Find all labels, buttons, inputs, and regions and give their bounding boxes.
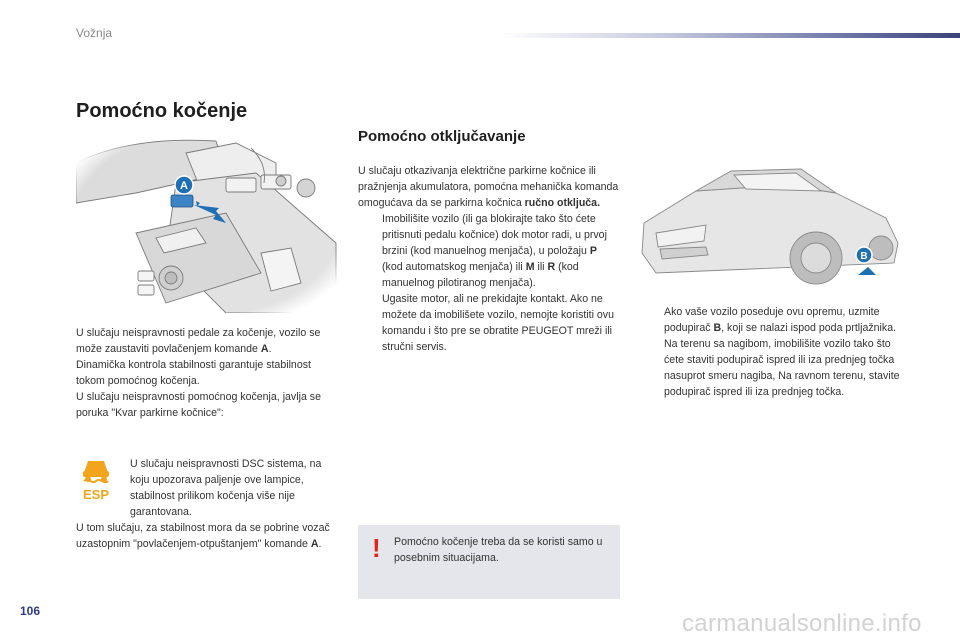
text: U slučaju otkazivanja električne parkirne kočnice ili pražnjenja akumulatora, pomoćna mehanička komanda omogućava da se parkirna kočnica	[358, 165, 619, 209]
bullet-item	[358, 211, 620, 291]
paragraph: Dinamička kontrola stabilnosti garantuje stabilnost tokom pomoćnog kočenja.	[76, 359, 311, 387]
callout-b: B	[860, 251, 868, 262]
bullet-item	[640, 304, 910, 336]
car-illustration	[636, 163, 906, 295]
parking-brake-illustration	[76, 133, 338, 313]
esp-label: ESP	[82, 487, 110, 501]
text: Ako vaše vozilo poseduje ovu opremu, uzmite podupirač	[664, 306, 880, 334]
key-label: R	[547, 261, 556, 273]
section-heading: Pomoćno otključavanje	[358, 128, 526, 145]
warning-icon: !	[372, 533, 381, 563]
esp-text	[130, 456, 342, 520]
paragraph: U slučaju neispravnosti pedale za kočenje, vozilo se može zaustaviti povlačenjem komande A.	[76, 327, 321, 355]
bullet-item	[640, 336, 910, 400]
middle-column-text	[358, 163, 620, 355]
key-label: A	[310, 538, 319, 550]
left-column-text-2	[76, 520, 344, 552]
text: Ugasite motor, ali ne prekidajte kontakt. Ako ne možete da imobilišete vozilo, nemojte koristiti ovu komandu i što pre se obratite PEUGEOT mreži ili stručni servis.	[382, 293, 614, 353]
key-label: M	[525, 261, 535, 273]
paragraph: U slučaju neispravnosti DSC sistema, na koju upozorava paljenje ove lampice, stabilnost prilikom kočenja više nije garantovana.	[130, 458, 322, 518]
key-label: P	[589, 245, 597, 257]
key-label: A	[260, 343, 269, 355]
bullet-item	[358, 291, 620, 355]
key-label: B	[713, 322, 722, 334]
text: (kod automatskog menjača) ili	[382, 261, 523, 273]
paragraph	[358, 163, 620, 211]
page-number: 106	[20, 604, 41, 618]
text: ili	[537, 261, 545, 273]
text: Imobilišite vozilo (ili ga blokirajte tako što ćete pritisnuti pedalu kočnice) dok motor radi, u prvoj brzini (kod manuelnog menjača), u položaju	[382, 213, 607, 257]
page-title: Pomoćno kočenje	[76, 100, 248, 122]
note-text: Pomoćno kočenje treba da se koristi samo u posebnim situacijama.	[394, 536, 603, 564]
right-column-text	[640, 304, 910, 400]
section-label: Vožnja	[76, 26, 113, 40]
esp-warning-icon	[80, 457, 112, 501]
text: (kod manuelnog pilotiranog menjača).	[382, 261, 579, 289]
note-box	[358, 525, 620, 599]
left-column-text	[76, 325, 338, 421]
text: U tom slučaju, za stabilnost mora da se pobrine vozač uzastopnim "povlačenjem-otpuštanjem" komande	[76, 522, 330, 550]
text: , koji se nalazi ispod poda prtljažnika.	[721, 322, 897, 334]
text: U slučaju neispravnosti pedale za kočenje, vozilo se može zaustaviti povlačenjem komande	[76, 327, 321, 355]
header-gradient-bar	[498, 33, 960, 38]
watermark: carmanualsonline.info	[682, 610, 922, 637]
paragraph: U slučaju neispravnosti pomoćnog kočenja, javlja se poruka "Kvar parkirne kočnice":	[76, 391, 321, 419]
text: Na terenu sa nagibom, imobilišite vozilo tako što ćete staviti podupirač ispred ili iza prednjeg točka nasuprot smeru nagiba, Na ravnom terenu, stavite podupirač ispred ili iza prednjeg točka.	[664, 338, 900, 398]
paragraph: U tom slučaju, za stabilnost mora da se pobrine vozač uzastopnim "povlačenjem-otpuštanjem" komande A.	[76, 522, 330, 550]
bold-text: ručno otključa.	[524, 197, 601, 209]
